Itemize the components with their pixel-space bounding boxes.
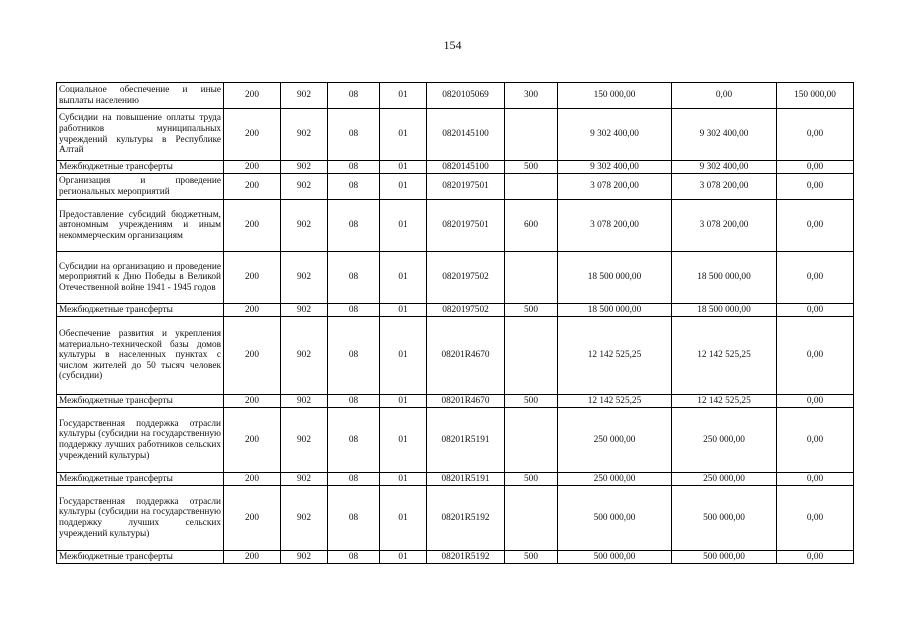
amount-cell: 0,00 [777,304,854,317]
table-row [57,395,854,408]
amount-cell: 18 500 000,00 [672,304,777,317]
amount-cell: 0,00 [777,200,854,252]
amount-cell: 0,00 [777,174,854,200]
code-cell: 0820197502 [427,252,505,304]
code-cell: 902 [281,83,328,109]
code-cell: 01 [380,473,427,486]
code-cell [505,109,558,161]
code-cell: 500 [505,395,558,408]
amount-cell: 9 302 400,00 [672,109,777,161]
amount-cell: 12 142 525,25 [558,317,672,395]
code-cell: 08 [328,395,380,408]
item-name-cell: Субсидии на повышение оплаты труда работников муниципальных учреждений культуры в Республике Алтай [57,109,224,161]
table-row [57,252,854,304]
code-cell: 902 [281,317,328,395]
code-cell: 200 [224,551,281,564]
amount-cell: 500 000,00 [672,551,777,564]
code-cell [505,252,558,304]
code-cell: 08 [328,252,380,304]
code-cell: 01 [380,200,427,252]
code-cell: 01 [380,551,427,564]
code-cell: 08 [328,304,380,317]
table-row [57,408,854,473]
code-cell: 200 [224,109,281,161]
code-cell: 08201R4670 [427,317,505,395]
budget-table [56,82,854,564]
code-cell: 902 [281,408,328,473]
amount-cell: 0,00 [672,83,777,109]
amount-cell: 18 500 000,00 [558,252,672,304]
code-cell [505,408,558,473]
code-cell: 902 [281,161,328,174]
amount-cell: 0,00 [777,252,854,304]
code-cell: 200 [224,200,281,252]
code-cell: 08 [328,200,380,252]
amount-cell: 0,00 [777,395,854,408]
item-name-cell: Социальное обеспечение и иные выплаты населению [57,83,224,109]
code-cell: 200 [224,317,281,395]
code-cell: 902 [281,109,328,161]
amount-cell: 150 000,00 [558,83,672,109]
code-cell: 600 [505,200,558,252]
code-cell: 08201R5192 [427,486,505,551]
amount-cell: 9 302 400,00 [558,109,672,161]
table-row [57,473,854,486]
code-cell: 200 [224,486,281,551]
code-cell: 500 [505,161,558,174]
code-cell: 08 [328,486,380,551]
amount-cell: 3 078 200,00 [558,200,672,252]
code-cell: 902 [281,252,328,304]
amount-cell: 0,00 [777,161,854,174]
code-cell: 01 [380,161,427,174]
item-name-cell: Межбюджетные трансферты [57,473,224,486]
amount-cell: 250 000,00 [672,408,777,473]
table-row [57,304,854,317]
code-cell: 08201R5191 [427,408,505,473]
code-cell: 01 [380,83,427,109]
amount-cell: 500 000,00 [558,486,672,551]
code-cell: 01 [380,486,427,551]
code-cell: 08 [328,174,380,200]
code-cell: 200 [224,395,281,408]
table-body [57,83,854,564]
code-cell [505,317,558,395]
table-row [57,174,854,200]
item-name-cell: Предоставление субсидий бюджетным, автономным учреждениям и иным некоммерческим организациям [57,200,224,252]
item-name-cell: Межбюджетные трансферты [57,395,224,408]
amount-cell: 12 142 525,25 [558,395,672,408]
code-cell: 902 [281,174,328,200]
code-cell: 902 [281,551,328,564]
code-cell: 01 [380,317,427,395]
code-cell: 0820145100 [427,161,505,174]
code-cell: 200 [224,408,281,473]
code-cell [505,486,558,551]
code-cell: 08 [328,83,380,109]
code-cell: 08 [328,551,380,564]
table-row [57,83,854,109]
code-cell: 200 [224,304,281,317]
amount-cell: 3 078 200,00 [672,200,777,252]
table-row [57,161,854,174]
code-cell: 0820145100 [427,109,505,161]
code-cell: 902 [281,304,328,317]
code-cell: 200 [224,252,281,304]
amount-cell: 3 078 200,00 [672,174,777,200]
code-cell: 08 [328,473,380,486]
code-cell: 902 [281,200,328,252]
code-cell: 902 [281,473,328,486]
amount-cell: 250 000,00 [558,408,672,473]
code-cell: 0820197501 [427,200,505,252]
code-cell: 300 [505,83,558,109]
amount-cell: 500 000,00 [558,551,672,564]
code-cell [505,174,558,200]
item-name-cell: Организация и проведение региональных мероприятий [57,174,224,200]
code-cell: 500 [505,473,558,486]
code-cell: 08 [328,317,380,395]
amount-cell: 0,00 [777,551,854,564]
amount-cell: 9 302 400,00 [558,161,672,174]
code-cell: 08201R4670 [427,395,505,408]
table-row [57,317,854,395]
code-cell: 902 [281,486,328,551]
code-cell: 200 [224,473,281,486]
amount-cell: 18 500 000,00 [672,252,777,304]
code-cell: 200 [224,174,281,200]
item-name-cell: Межбюджетные трансферты [57,551,224,564]
amount-cell: 250 000,00 [672,473,777,486]
amount-cell: 0,00 [777,473,854,486]
item-name-cell: Государственная поддержка отрасли культуры (субсидии на государственную поддержку лучших работников сельских учреждений культуры) [57,408,224,473]
code-cell: 500 [505,551,558,564]
amount-cell: 12 142 525,25 [672,395,777,408]
amount-cell: 18 500 000,00 [558,304,672,317]
code-cell: 01 [380,408,427,473]
code-cell: 08 [328,408,380,473]
amount-cell: 0,00 [777,109,854,161]
page-number: 154 [443,38,462,52]
code-cell: 01 [380,395,427,408]
item-name-cell: Межбюджетные трансферты [57,304,224,317]
code-cell: 200 [224,161,281,174]
item-name-cell: Межбюджетные трансферты [57,161,224,174]
code-cell: 500 [505,304,558,317]
code-cell: 01 [380,252,427,304]
table-row [57,551,854,564]
amount-cell: 500 000,00 [672,486,777,551]
amount-cell: 250 000,00 [558,473,672,486]
code-cell: 08201R5192 [427,551,505,564]
code-cell: 0820105069 [427,83,505,109]
code-cell: 0820197502 [427,304,505,317]
code-cell: 08 [328,109,380,161]
code-cell: 01 [380,304,427,317]
amount-cell: 0,00 [777,486,854,551]
item-name-cell: Обеспечение развития и укрепления материально-технической базы домов культуры в населенных пунктах с числом жителей до 50 тысяч человек (субсидии) [57,317,224,395]
table-row [57,200,854,252]
table-row [57,486,854,551]
amount-cell: 12 142 525,25 [672,317,777,395]
amount-cell: 9 302 400,00 [672,161,777,174]
item-name-cell: Государственная поддержка отрасли культуры (субсидии на государственную поддержку лучших сельских учреждений культуры) [57,486,224,551]
code-cell: 902 [281,395,328,408]
code-cell: 08 [328,161,380,174]
item-name-cell: Субсидии на организацию и проведение мероприятий к Дню Победы в Великой Отечественной войне 1941 - 1945 годов [57,252,224,304]
amount-cell: 150 000,00 [777,83,854,109]
code-cell: 200 [224,83,281,109]
code-cell: 01 [380,109,427,161]
amount-cell: 0,00 [777,317,854,395]
code-cell: 08201R5191 [427,473,505,486]
amount-cell: 3 078 200,00 [558,174,672,200]
code-cell: 01 [380,174,427,200]
amount-cell: 0,00 [777,408,854,473]
table-row [57,109,854,161]
code-cell: 0820197501 [427,174,505,200]
